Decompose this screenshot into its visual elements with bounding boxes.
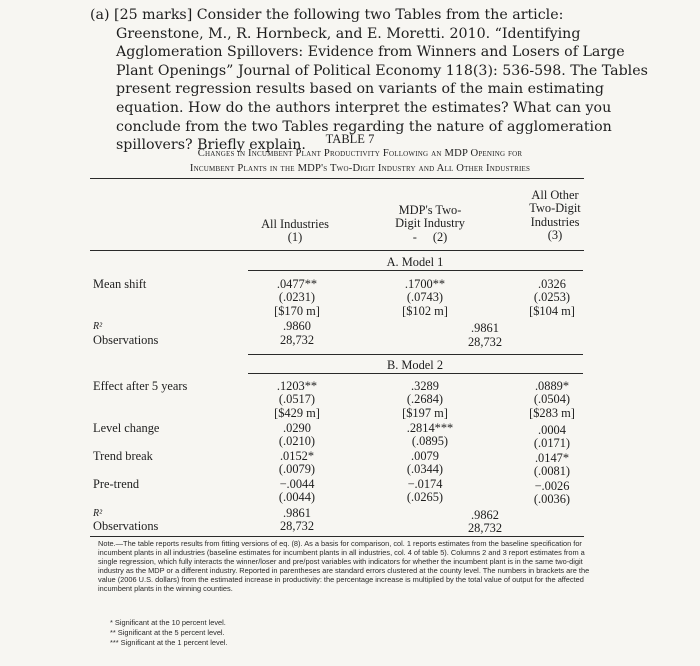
question-rest: Hornbeck, and E. Moretti. 2010. “Identifying Agglomeration Spillovers: Evidence from Winners and Losers of Large Plant Openings” Journal of Political Economy 118(3): 536-598. The Tables present regression results based on variants of the main estimating equation. How do the authors interpret the estimates? What can you conclude from the two Tables regarding the nature of agglomeration spillovers? Briefly explain.: [116, 25, 648, 154]
row-label-pre: Pre-trend: [93, 477, 140, 491]
panel-a-rule: [248, 270, 583, 271]
col3-header: All Other Two-Digit Industries (3): [529, 188, 581, 243]
level-col2: .2814*** (.0895): [406, 421, 454, 449]
r2-a-col1: .9860: [283, 319, 311, 333]
table-number: TABLE 7: [325, 132, 375, 146]
table-note: Note.—The table reports results from fitting versions of eq. (8). As a basis for comparison, col. 1 reports estimates from the baseline specification for incumbent plants in all industries (baseline estimates for incumbent plants in all industries, col. 4 of table 5). Columns 2 and 3 report estimates from a single regression, which fully interacts the winner/loser and pre/post variables with indicators for whether the incumbent plant is in the same two-digit industry as the MDP or a different industry. Reported in parentheses are standard errors clustered at the county level. The numbers in brackets are the value (2006 U.S. dollars) from the estimated increase in productivity: the percentage increase is multiplied by the total value of output for the affected incumbent plants in the winning counties.: [98, 539, 590, 593]
sig-1: *** Significant at the 1 percent level.: [110, 638, 228, 647]
panel-b-rule: [248, 373, 583, 374]
caption-line1: Changes in Incumbent Plant Productivity Following an MDP Opening for: [197, 148, 523, 159]
panel-b-rule-top: [248, 354, 583, 355]
panel-a-title: A. Model 1: [386, 255, 444, 269]
r2-b-col23: .9862: [471, 508, 499, 522]
row-label-mean-shift: Mean shift: [93, 277, 147, 291]
pre-col3: −.0026 (.0036): [533, 479, 571, 507]
sig-10: * Significant at the 10 percent level.: [110, 618, 226, 627]
level-col3: .0004 (.0171): [533, 423, 571, 451]
caption-line2: Incumbent Plants in the MDP's Two-Digit Industry and All Other Industries: [189, 163, 531, 174]
row-label-obs-b: Observations: [93, 519, 159, 533]
bottom-rule: [90, 536, 584, 537]
r2-b-col1: .9861: [283, 506, 311, 520]
row-label-obs-a: Observations: [93, 333, 159, 347]
obs-b-col23: 28,732: [467, 521, 503, 535]
obs-a-col23: 28,732: [467, 335, 503, 349]
pre-col2: −.0174 (.0265): [406, 477, 444, 505]
mean-shift-col2: .1700** (.0743) [$102 m]: [402, 277, 448, 318]
trend-col1: .0152* (.0079): [278, 449, 316, 477]
mean-shift-col3: .0326 (.0253) [$104 m]: [529, 277, 575, 318]
row-label-trend: Trend break: [93, 449, 153, 463]
mean-shift-col1: .0477** (.0231) [$170 m]: [274, 277, 320, 318]
row-label-r2-b: R²: [93, 508, 103, 519]
r2-a-col23: .9861: [471, 321, 499, 335]
row-label-effect: Effect after 5 years: [93, 379, 188, 393]
panel-b-title: B. Model 2: [386, 358, 444, 372]
pre-col1: −.0044 (.0044): [278, 477, 316, 505]
effect-col3: .0889* (.0504) [$283 m]: [529, 379, 575, 420]
level-col1: .0290 (.0210): [278, 421, 316, 449]
table-caption: [60, 146, 660, 176]
obs-a-col1: 28,732: [279, 333, 315, 347]
obs-b-col1: 28,732: [279, 519, 315, 533]
effect-col1: .1203** (.0517) [$429 m]: [274, 379, 320, 420]
row-label-level: Level change: [93, 421, 160, 435]
top-rule: [90, 178, 584, 179]
col2-header: MDP's Two- Digit Industry - (2): [395, 203, 465, 244]
header-rule: [90, 250, 584, 251]
trend-col2: .0079 (.0344): [406, 449, 444, 477]
sig-5: ** Significant at the 5 percent level.: [110, 628, 225, 637]
effect-col2: .3289 (.2684) [$197 m]: [402, 379, 448, 420]
col2-mark: -: [412, 229, 417, 244]
row-label-r2-a: R²: [93, 321, 103, 332]
col1-header: All Industries (1): [261, 217, 329, 245]
question-line1: (a) [25 marks] Consider the following two Tables from the article: Greenstone, M., R.: [90, 7, 564, 42]
trend-col3: .0147* (.0081): [533, 451, 571, 479]
